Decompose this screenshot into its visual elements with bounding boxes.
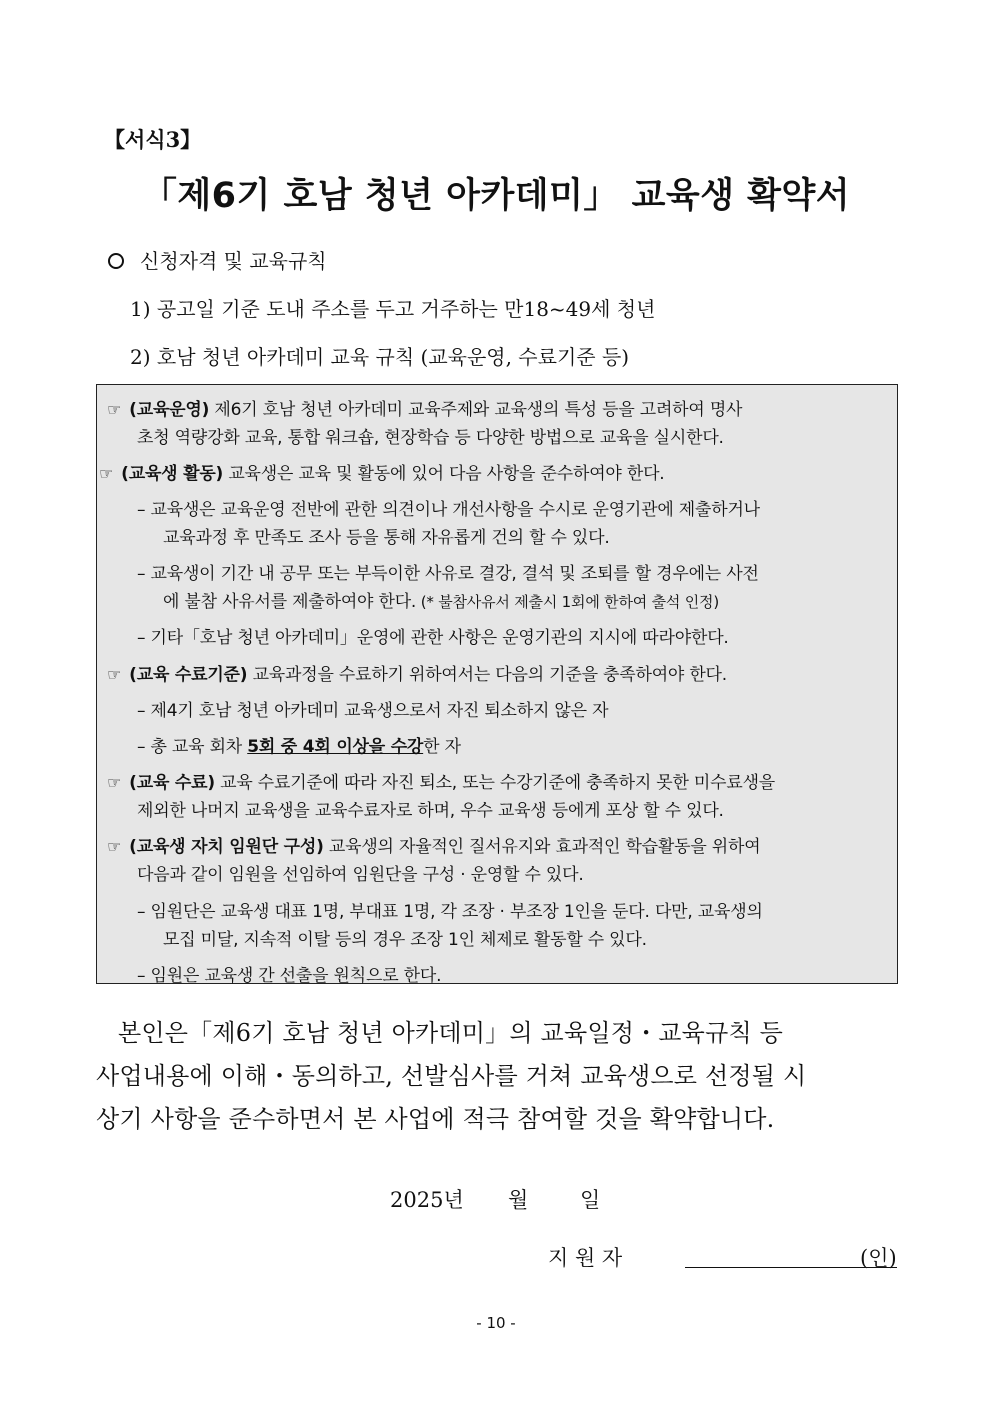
rule-list-item: – 기타「호남 청년 아카데미」운영에 관한 사항은 운영기관의 지시에 따라야한다. xyxy=(137,628,729,648)
rule-heading: (교육 수료기준) xyxy=(129,665,248,685)
rule-completion-criteria xyxy=(107,660,727,685)
page-number: - 10 - xyxy=(476,1314,516,1332)
rule-heading: (교육생 활동) xyxy=(121,464,224,484)
rule-list-item xyxy=(137,732,461,757)
rule-text: – 총 교육 회차 xyxy=(137,737,248,757)
rule-heading: (교육운영) xyxy=(129,400,210,420)
rule-note: (* 불참사유서 제출시 1회에 한하여 출석 인정) xyxy=(416,593,719,611)
rule-text: 에 불참 사유서를 제출하여야 한다. xyxy=(163,592,417,612)
seal-mark: (인) xyxy=(860,1246,897,1270)
rule-list-item: – 교육생은 교육운영 전반에 관한 의견이나 개선사항을 수시로 운영기관에 제출하거나 xyxy=(137,500,760,520)
rule-list-item: – 임원은 교육생 간 선출을 원칙으로 한다. xyxy=(137,966,442,986)
rule-emphasis: 5회 중 4회 이상을 수강 xyxy=(247,737,424,757)
date-month: 월 xyxy=(508,1188,529,1212)
rule-list-item: – 교육생이 기간 내 공무 또는 부득이한 사유로 결강, 결석 및 조퇴를 할 경우에는 사전 xyxy=(137,564,759,584)
rule-list-item-cont: 교육과정 후 만족도 조사 등을 통해 자유롭게 건의 할 수 있다. xyxy=(163,528,610,548)
rule-heading: (교육 수료) xyxy=(129,773,215,793)
rule-operation xyxy=(107,395,742,420)
rule-text: 교육생은 교육 및 활동에 있어 다음 사항을 준수하여야 한다. xyxy=(223,464,665,484)
qualification-item: 2) 호남 청년 아카데미 교육 규칙 (교육운영, 수료기준 등) xyxy=(130,345,630,369)
pointing-hand-icon: ☞ xyxy=(107,773,122,792)
rule-heading: (교육생 자치 임원단 구성) xyxy=(129,837,324,857)
rule-list-item-cont: 모집 미달, 지속적 이탈 등의 경우 조장 1인 체제로 활동할 수 있다. xyxy=(163,930,647,950)
date-day: 일 xyxy=(580,1188,601,1212)
pointing-hand-icon: ☞ xyxy=(99,464,114,483)
rule-activity xyxy=(99,459,665,484)
rule-list-item: – 임원단은 교육생 대표 1명, 부대표 1명, 각 조장 · 부조장 1인을 둔다. 다만, 교육생의 xyxy=(137,902,763,922)
pledge-line: 사업내용에 이해・동의하고, 선발심사를 거쳐 교육생으로 선정될 시 xyxy=(96,1062,807,1090)
pledge-line: 본인은「제6기 호남 청년 아카데미」의 교육일정・교육규칙 등 xyxy=(118,1019,784,1047)
pointing-hand-icon: ☞ xyxy=(107,837,122,856)
pointing-hand-icon: ☞ xyxy=(107,665,122,684)
rule-text: 제외한 나머지 교육생을 교육수료자로 하며, 우수 교육생 등에게 포상 할 수 있다. xyxy=(137,801,724,821)
qualification-item: 1) 공고일 기준 도내 주소를 두고 거주하는 만18~49세 청년 xyxy=(130,297,656,321)
rule-text: 초청 역량강화 교육, 통합 워크숍, 현장학습 등 다양한 방법으로 교육을 실시한다. xyxy=(137,428,724,448)
section-heading xyxy=(108,245,327,274)
rule-text: 교육생의 자율적인 질서유지와 효과적인 학습활동을 위하여 xyxy=(323,837,761,857)
rule-text: 제6기 호남 청년 아카데미 교육주제와 교육생의 특성 등을 고려하여 명사 xyxy=(209,400,743,420)
rule-council xyxy=(107,832,760,857)
page-title: 「제6기 호남 청년 아카데미」 교육생 확약서 xyxy=(141,176,851,216)
date-year: 2025년 xyxy=(390,1188,464,1212)
applicant-label: 지 원 자 xyxy=(548,1246,623,1270)
pledge-line: 상기 사항을 준수하면서 본 사업에 적극 참여할 것을 확약합니다. xyxy=(96,1105,775,1133)
section-heading-text: 신청자격 및 교육규칙 xyxy=(140,249,327,273)
rules-box xyxy=(96,384,898,984)
circle-bullet-icon xyxy=(108,253,124,269)
rule-text: 교육 수료기준에 따라 자진 퇴소, 또는 수강기준에 충족하지 못한 미수료생을 xyxy=(214,773,776,793)
form-label: 【서식3】 xyxy=(104,127,202,152)
rule-text: 한 자 xyxy=(423,737,461,757)
rule-list-item-cont xyxy=(163,587,719,612)
pointing-hand-icon: ☞ xyxy=(107,400,122,419)
rule-text: 교육과정을 수료하기 위하여서는 다음의 기준을 충족하여야 한다. xyxy=(247,665,727,685)
rule-list-item: – 제4기 호남 청년 아카데미 교육생으로서 자진 퇴소하지 않은 자 xyxy=(137,701,609,721)
rule-text: 다음과 같이 임원을 선임하여 임원단을 구성 · 운영할 수 있다. xyxy=(137,865,584,885)
rule-completion xyxy=(107,768,775,793)
